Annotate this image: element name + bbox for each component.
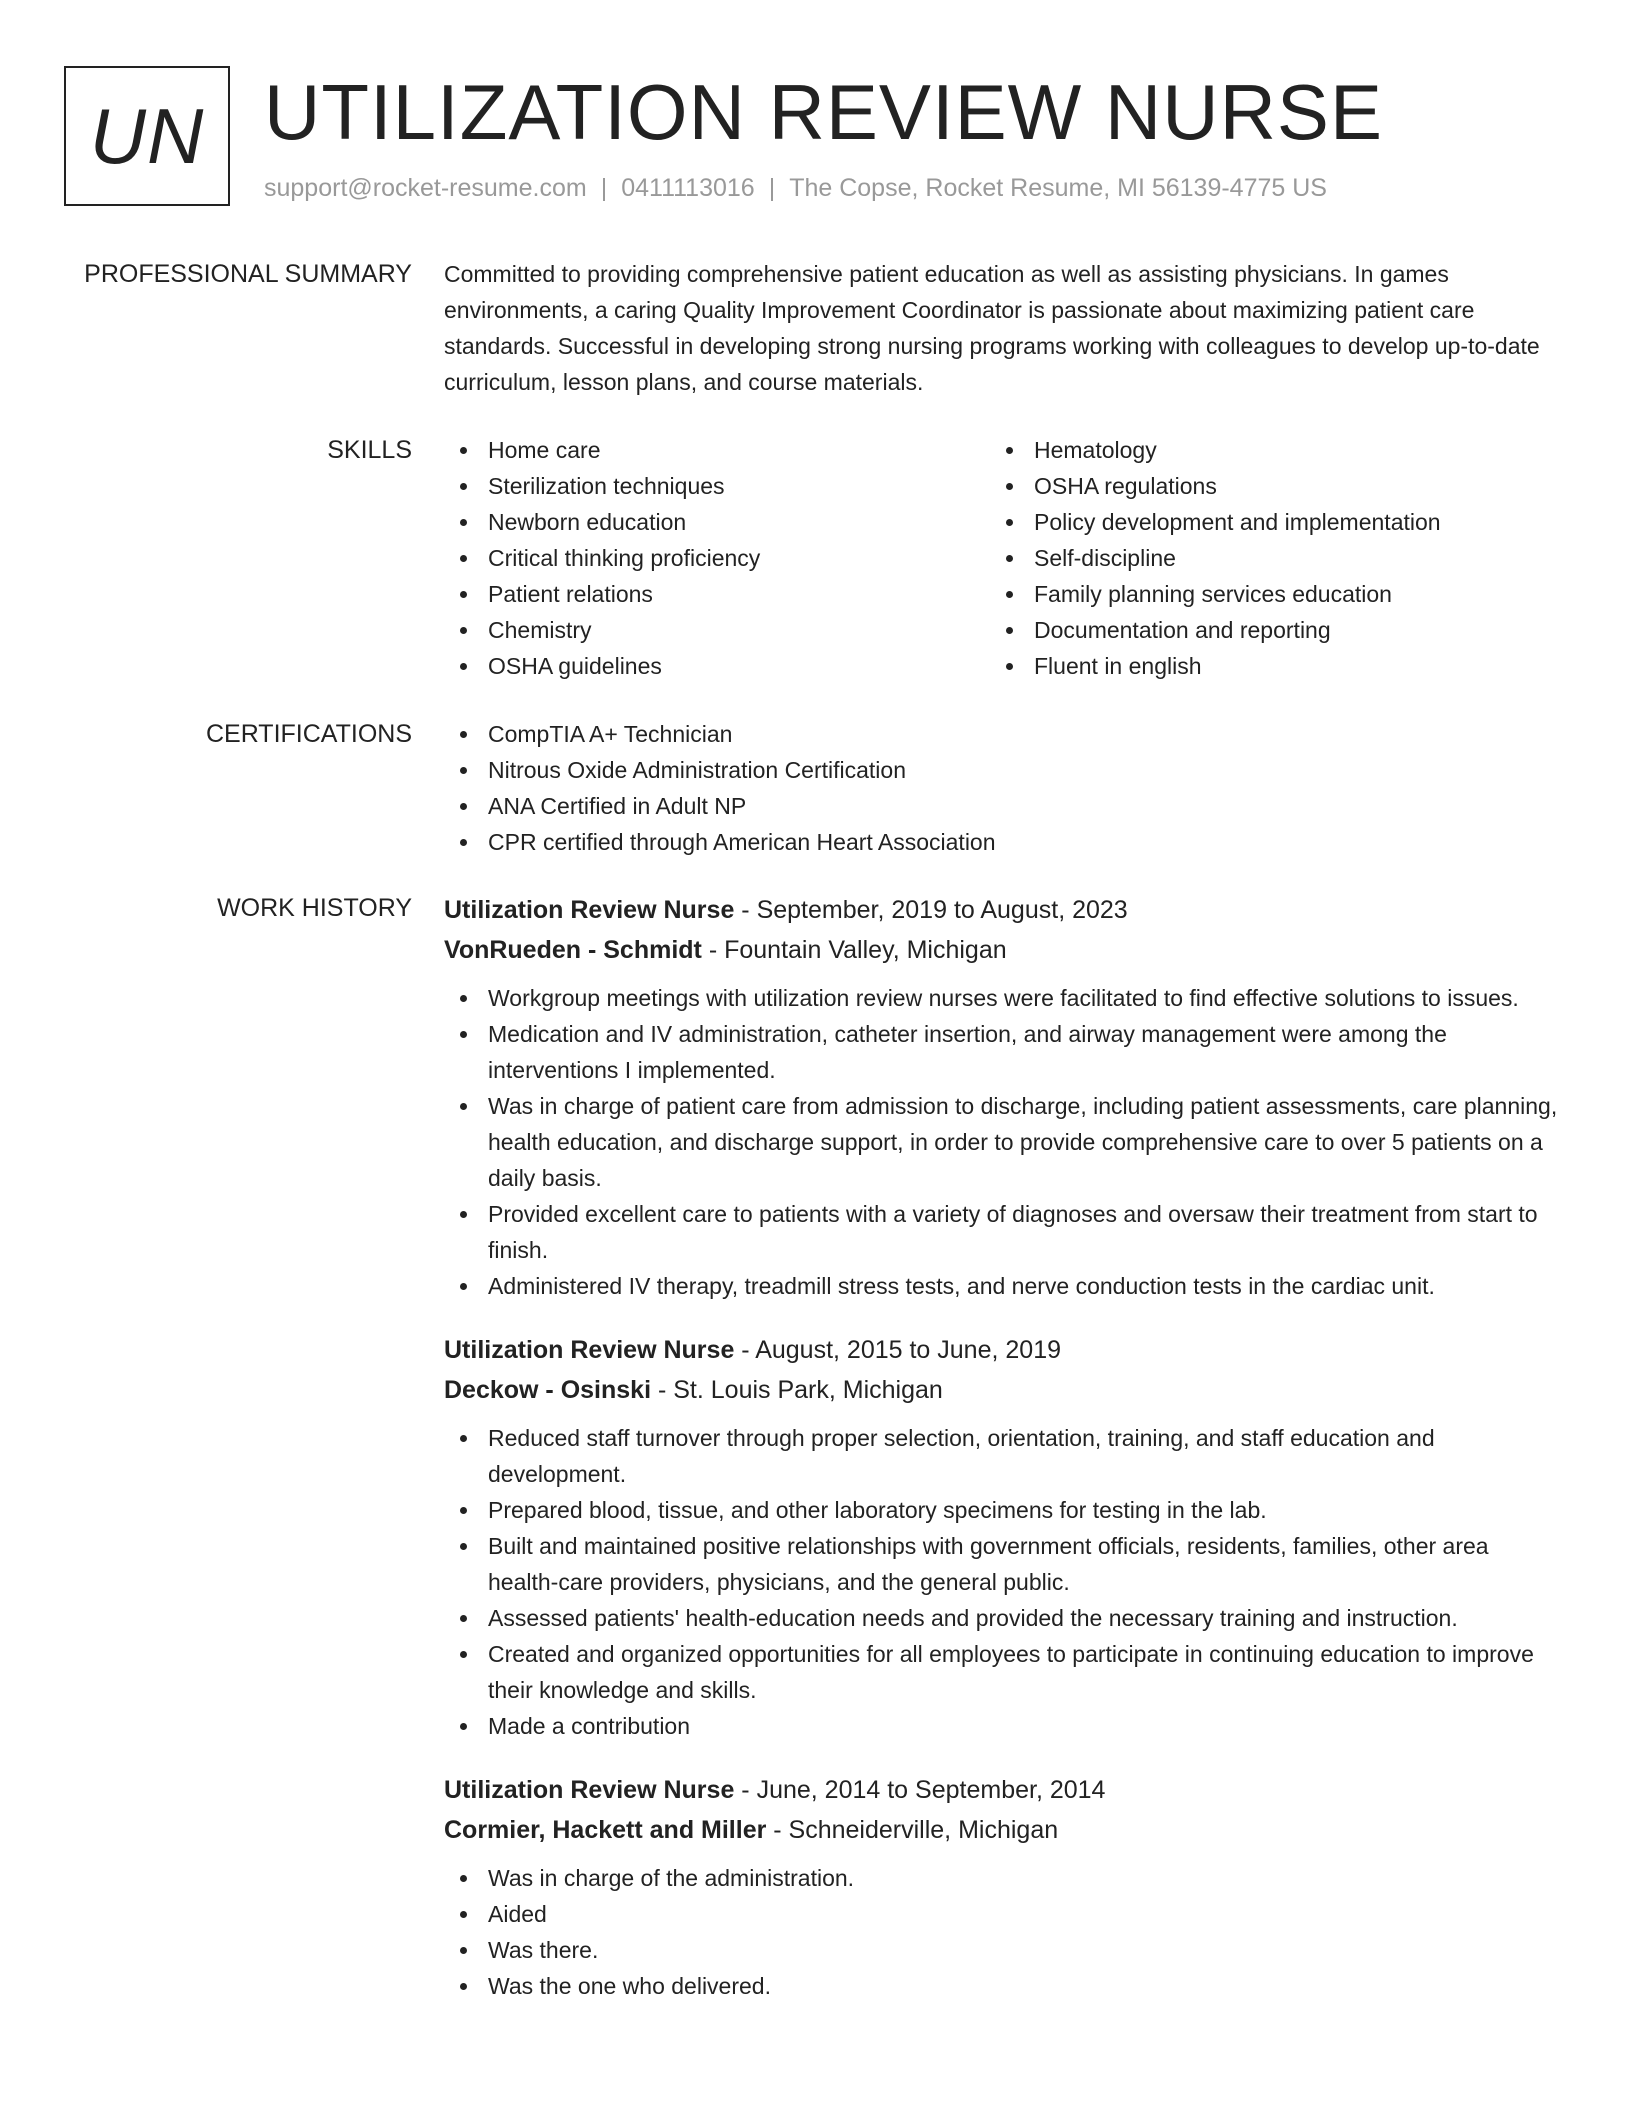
contact-email[interactable]: support@rocket-resume.com <box>264 174 587 202</box>
section-label-work-history: WORK HISTORY <box>217 894 412 922</box>
list-item: Fluent in english <box>990 648 1536 684</box>
list-item: Sterilization techniques <box>444 468 990 504</box>
job-company: Deckow - Osinski <box>444 1376 652 1404</box>
list-item: OSHA regulations <box>990 468 1536 504</box>
section-label-certifications: CERTIFICATIONS <box>205 720 412 748</box>
list-item: Built and maintained positive relationships with government officials, residents, families, other area health-care providers, physicians, and the general public. <box>444 1528 1564 1600</box>
list-item: CompTIA A+ Technician <box>444 716 1564 752</box>
job-entry <box>444 890 1564 1304</box>
job-company-line <box>444 930 1564 970</box>
list-item: CPR certified through American Heart Association <box>444 824 1564 860</box>
list-item: Hematology <box>990 432 1536 468</box>
summary-text: Committed to providing comprehensive patient education as well as assisting physicians. In games environments, a caring Quality Improvement Coordinator is passionate about maximizing patient care standards. Successful in developing strong nursing programs working with colleagues to develop up-to-date curriculum, lesson plans, and course materials. <box>444 261 1540 395</box>
job-company: Cormier, Hackett and Miller <box>444 1816 767 1844</box>
job-entry <box>444 1770 1564 2004</box>
work-history-list <box>444 890 1564 2030</box>
list-item: Was the one who delivered. <box>444 1968 1564 2004</box>
job-location: - Fountain Valley, Michigan <box>701 936 1007 964</box>
contact-phone[interactable]: 0411113016 <box>621 174 755 202</box>
resume-header <box>64 66 1564 216</box>
list-item: Was in charge of patient care from admission to discharge, including patient assessments, care planning, health education, and discharge support, in order to provide comprehensive care to over 5 patients on a daily basis. <box>444 1088 1564 1196</box>
section-label-summary: PROFESSIONAL SUMMARY <box>84 260 412 288</box>
job-bullets <box>444 1860 1564 2004</box>
list-item: Family planning services education <box>990 576 1536 612</box>
job-title-line <box>444 1770 1564 1810</box>
list-item: ANA Certified in Adult NP <box>444 788 1564 824</box>
list-item: Chemistry <box>444 612 990 648</box>
list-item: OSHA guidelines <box>444 648 990 684</box>
list-item: Was in charge of the administration. <box>444 1860 1564 1896</box>
contact-address: The Copse, Rocket Resume, MI 56139-4775 US <box>789 174 1327 202</box>
list-item: Policy development and implementation <box>990 504 1536 540</box>
list-item: Home care <box>444 432 990 468</box>
list-item: Reduced staff turnover through proper selection, orientation, training, and staff education and development. <box>444 1420 1564 1492</box>
job-dates: - June, 2014 to September, 2014 <box>734 1776 1106 1804</box>
job-company-line <box>444 1810 1564 1850</box>
list-item: Self-discipline <box>990 540 1536 576</box>
list-item: Critical thinking proficiency <box>444 540 990 576</box>
list-item: Patient relations <box>444 576 990 612</box>
job-dates: - September, 2019 to August, 2023 <box>734 896 1128 924</box>
list-item: Made a contribution <box>444 1708 1564 1744</box>
resume-title: UTILIZATION REVIEW NURSE <box>264 68 1383 156</box>
job-bullets <box>444 1420 1564 1744</box>
list-item: Newborn education <box>444 504 990 540</box>
list-item: Workgroup meetings with utilization review nurses were facilitated to find effective solutions to issues. <box>444 980 1564 1016</box>
job-title: Utilization Review Nurse <box>444 896 735 924</box>
job-title-line <box>444 1330 1564 1370</box>
list-item: Administered IV therapy, treadmill stress tests, and nerve conduction tests in the cardiac unit. <box>444 1268 1564 1304</box>
list-item: Aided <box>444 1896 1564 1932</box>
list-item: Was there. <box>444 1932 1564 1968</box>
job-company: VonRueden - Schmidt <box>444 936 702 964</box>
job-title-line <box>444 890 1564 930</box>
job-bullets <box>444 980 1564 1304</box>
list-item: Medication and IV administration, catheter insertion, and airway management were among the interventions I implemented. <box>444 1016 1564 1088</box>
job-dates: - August, 2015 to June, 2019 <box>734 1336 1061 1364</box>
job-title: Utilization Review Nurse <box>444 1776 735 1804</box>
job-location: - Schneiderville, Michigan <box>766 1816 1059 1844</box>
contact-separator: | <box>768 174 776 202</box>
skills-list-right <box>990 432 1536 684</box>
monogram-badge: UN <box>64 66 230 206</box>
list-item: Prepared blood, tissue, and other laboratory specimens for testing in the lab. <box>444 1492 1564 1528</box>
list-item: Provided excellent care to patients with a variety of diagnoses and oversaw their treatment from start to finish. <box>444 1196 1564 1268</box>
list-item: Documentation and reporting <box>990 612 1536 648</box>
contact-separator: | <box>600 174 608 202</box>
list-item: Created and organized opportunities for all employees to participate in continuing education to improve their knowledge and skills. <box>444 1636 1564 1708</box>
contact-line <box>264 170 1327 206</box>
certifications-list <box>444 716 1564 860</box>
job-company-line <box>444 1370 1564 1410</box>
list-item: Nitrous Oxide Administration Certification <box>444 752 1564 788</box>
job-title: Utilization Review Nurse <box>444 1336 735 1364</box>
section-label-skills: SKILLS <box>327 436 412 464</box>
job-entry <box>444 1330 1564 1744</box>
skills-list-left <box>444 432 990 684</box>
job-location: - St. Louis Park, Michigan <box>651 1376 943 1404</box>
list-item: Assessed patients' health-education needs and provided the necessary training and instruction. <box>444 1600 1564 1636</box>
